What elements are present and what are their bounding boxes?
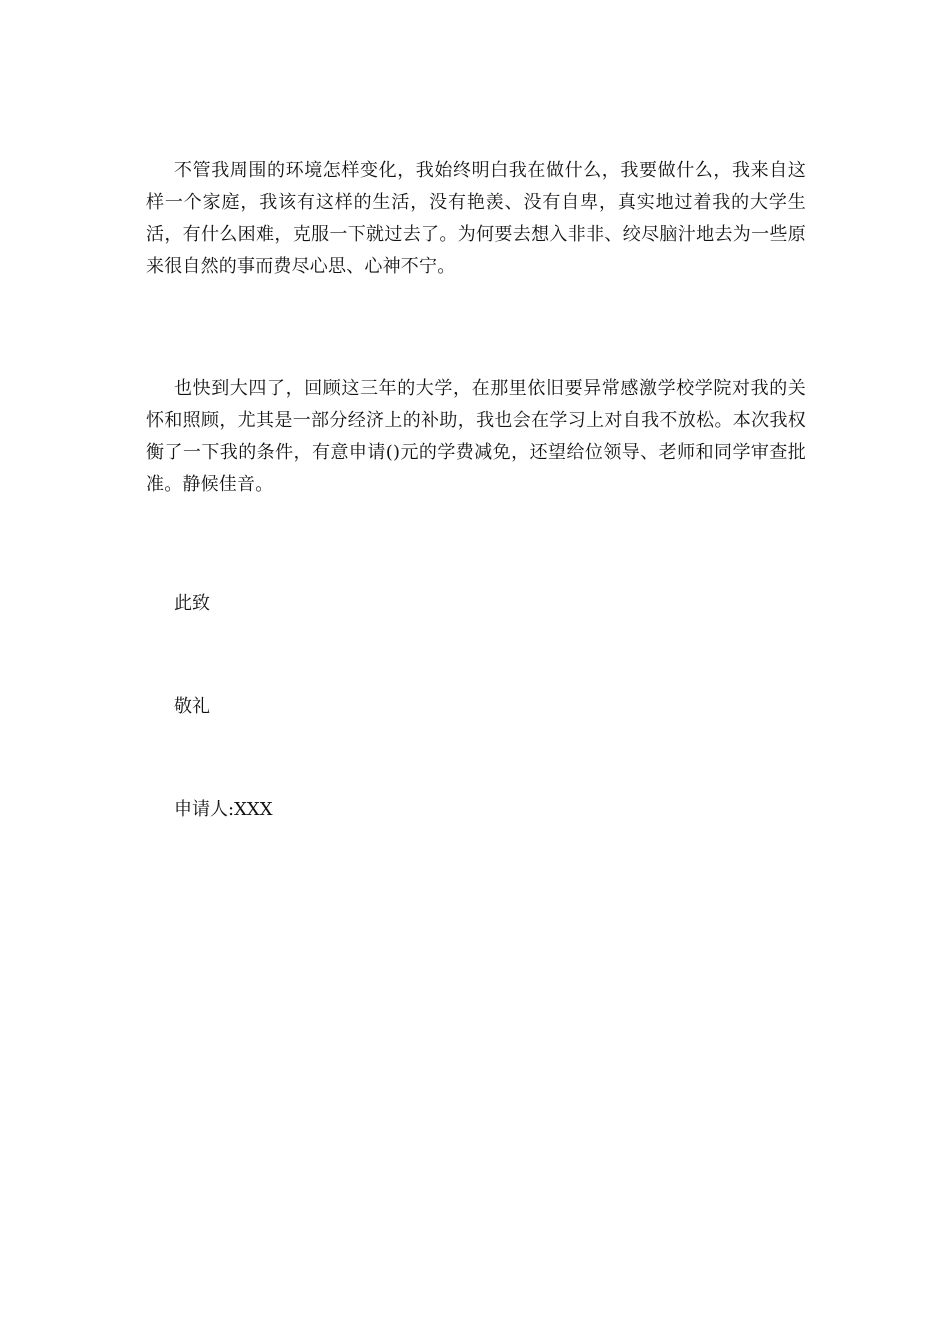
body-paragraph-1: 不管我周围的环境怎样变化，我始终明白我在做什么，我要做什么，我来自这样一个家庭，我该有这样的生活，没有艳羡、没有自卑，真实地过着我的大学生活，有什么困难，克服一下就过去了。为何要去想入非非、绞尽脑汁地去为一些原来很自然的事而费尽心思、心神不宁。 (146, 160, 806, 277)
closing-regards: 敬礼 (174, 696, 210, 717)
applicant-signature: 申请人:XXX (174, 799, 273, 820)
body-paragraph-2: 也快到大四了，回顾这三年的大学，在那里依旧要异常感激学校学院对我的关怀和照顾，尤其是一部分经济上的补助，我也会在学习上对自我不放松。本次我权衡了一下我的条件，有意申请()元的学费减免，还望给位领导、老师和同学审查批准。静候佳音。 (146, 378, 806, 495)
closing-salutation: 此致 (174, 593, 210, 614)
